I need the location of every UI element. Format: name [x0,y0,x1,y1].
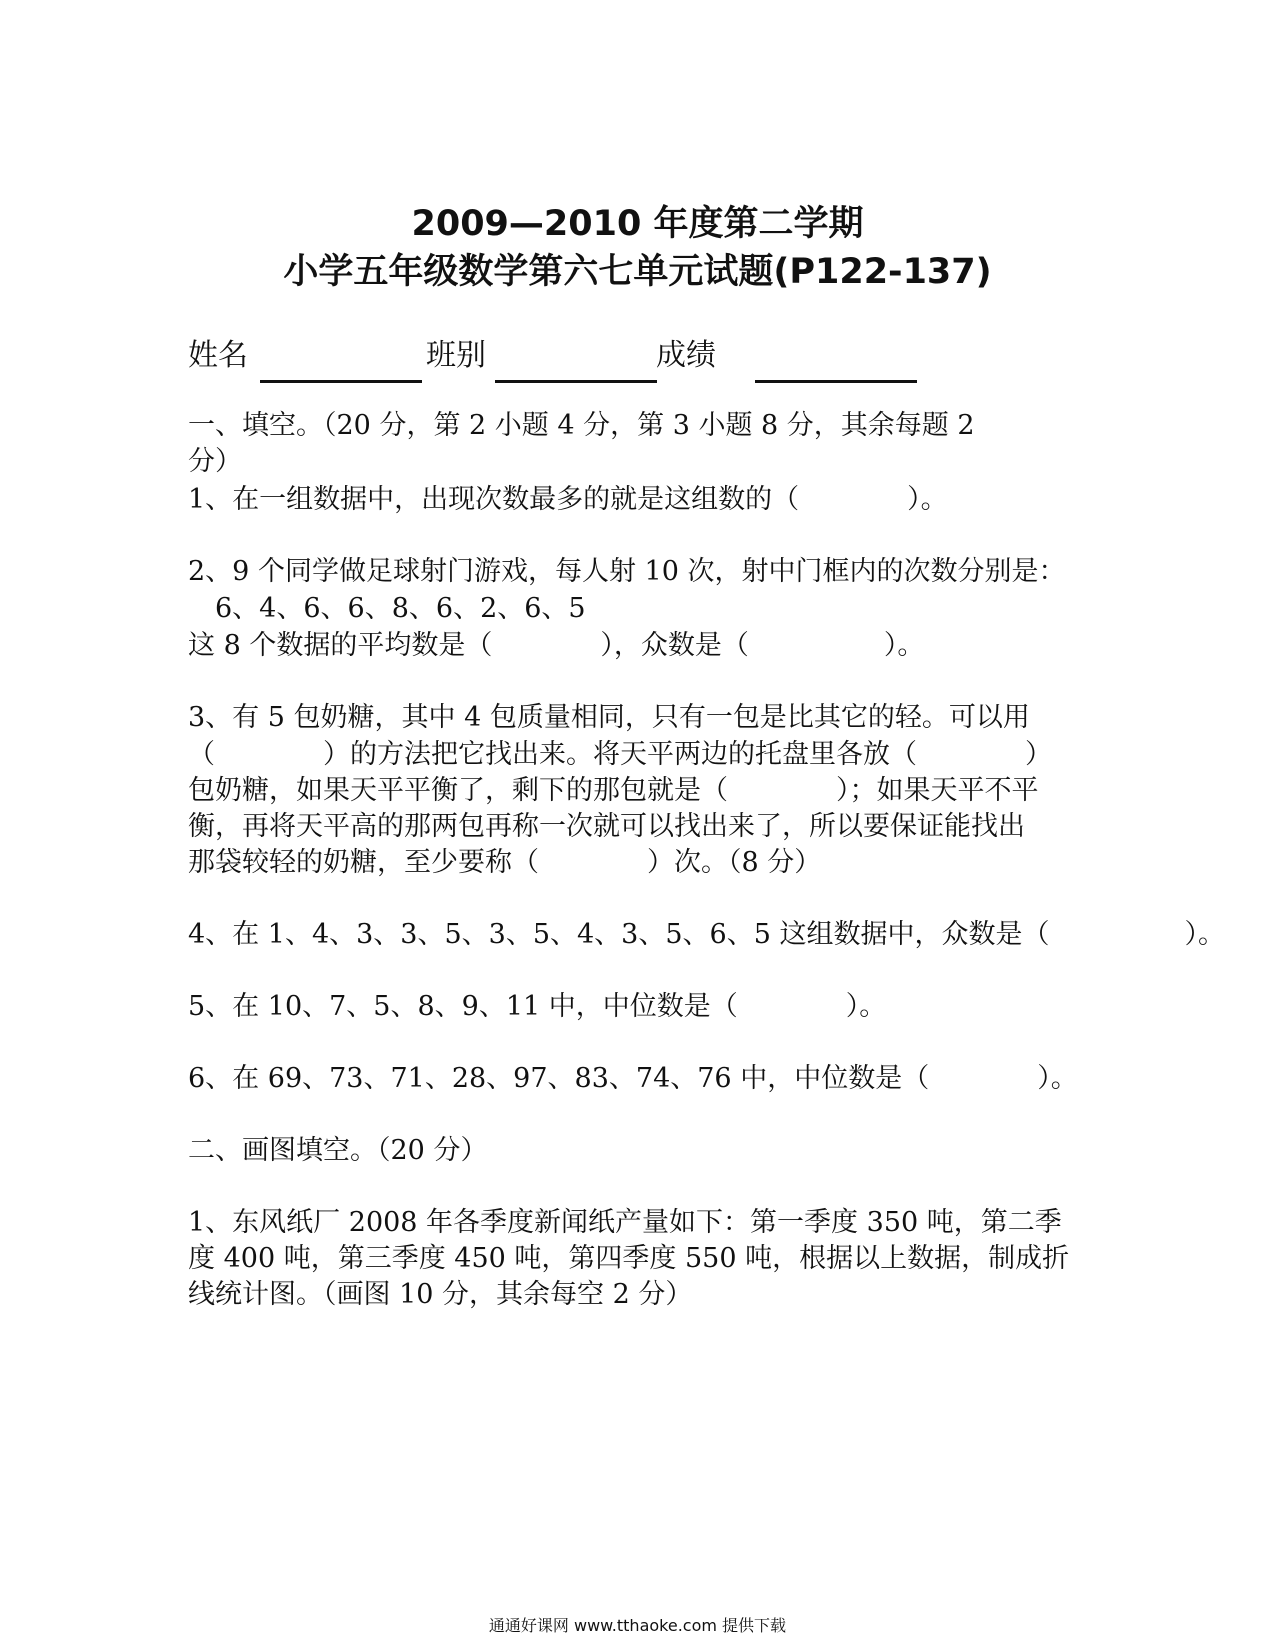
question-1-3-line2: （ ）的方法把它找出来。将天平两边的托盘里各放（ ） [188,739,1052,770]
question-1-5: 5、在 10、7、5、8、9、11 中，中位数是（ ）。 [188,991,887,1022]
question-2-1-line3: 线统计图。（画图 10 分，其余每空 2 分） [188,1279,693,1310]
question-1-1: 1、在一组数据中，出现次数最多的就是这组数的（ ）。 [188,484,948,515]
name-label: 姓名 [188,338,248,373]
name-blank-line[interactable] [260,380,422,383]
question-1-4: 4、在 1、4、3、3、5、3、5、4、3、5、6、5 这组数据中，众数是（ ）。 [188,919,1225,950]
question-2-1-line1: 1、东风纸厂 2008 年各季度新闻纸产量如下：第一季度 350 吨，第二季 [188,1207,1062,1238]
section2-heading: 二、画图填空。（20 分） [188,1135,488,1166]
question-1-6: 6、在 69、73、71、28、97、83、74、76 中，中位数是（ ）。 [188,1063,1078,1094]
class-blank-line[interactable] [495,380,657,383]
question-1-2-line3: 这 8 个数据的平均数是（ ），众数是（ ）。 [188,630,925,661]
question-2-1-line2: 度 400 吨，第三季度 450 吨，第四季度 550 吨，根据以上数据，制成折 [188,1243,1070,1274]
class-label: 班别 [426,338,486,373]
title-line-1: 2009—2010 年度第二学期 [411,204,864,244]
title-line-2: 小学五年级数学第六七单元试题(P122-137) [283,252,992,292]
question-1-3-line1: 3、有 5 包奶糖，其中 4 包质量相同，只有一包是比其它的轻。可以用 [188,702,1030,733]
question-1-3-line3: 包奶糖，如果天平平衡了，剩下的那包就是（ ）；如果天平不平 [188,775,1039,806]
footer-download-note: 通通好课网 www.tthaoke.com 提供下载 [488,1616,787,1635]
question-1-2-line1: 2、9 个同学做足球射门游戏，每人射 10 次，射中门框内的次数分别是： [188,556,1066,587]
section1-heading: 一、填空。（20 分，第 2 小题 4 分，第 3 小题 8 分，其余每题 2 [188,410,975,441]
question-1-3-line5: 那袋较轻的奶糖，至少要称（ ）次。（8 分） [188,847,822,878]
score-blank-line[interactable] [755,380,917,383]
question-1-3-line4: 衡，再将天平高的那两包再称一次就可以找出来了，所以要保证能找出 [188,811,1025,842]
section1-heading-cont: 分） [188,446,242,477]
question-1-2-line2: 6、4、6、6、8、6、2、6、5 [188,593,586,624]
score-label: 成绩 [656,338,716,373]
